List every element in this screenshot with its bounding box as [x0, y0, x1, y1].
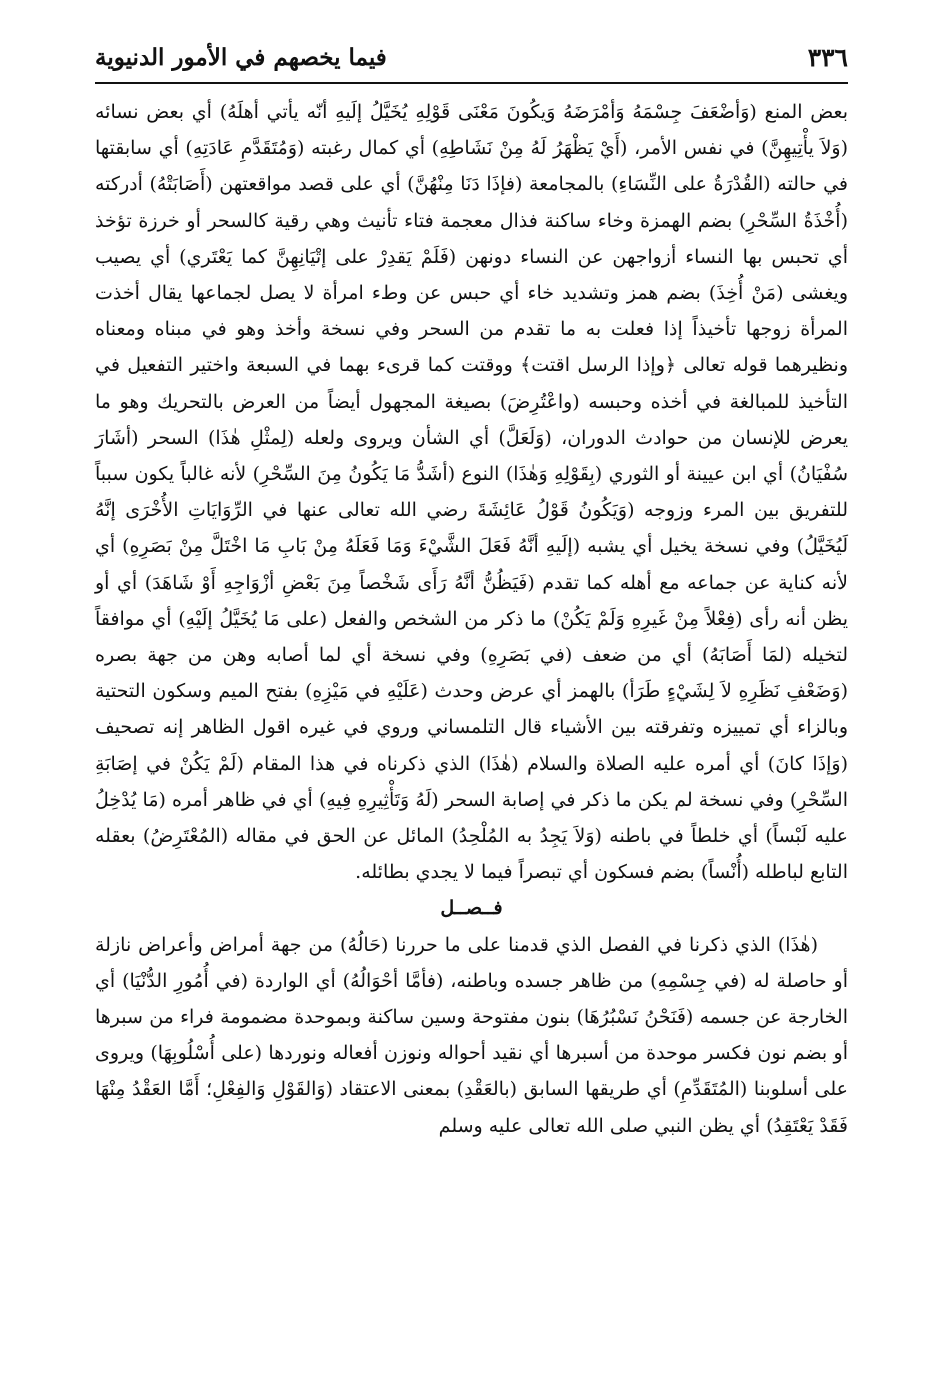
- running-title: فيما يخصهم في الأمور الدنيوية: [95, 43, 387, 71]
- section-heading: فــصــل: [440, 897, 503, 920]
- header-rule: [95, 82, 848, 84]
- paragraph-1: بعض المنع (وَأضْعَفَ جِسْمَهُ وَأمْرَضَهُ وَيكُونَ مَعْنَى قَوْلِهِ يُخَيَّلُ إلَيهِ أنّه يأتي أهلَهُ) أي بعض نسائه (وَلاَ يأْتِيهِنَّ) في نفس الأمر، (أَيْ يَظْهَرُ لَهُ مِنْ نَشَاطِهِ) أي كمال رغبته (وَمُتَقَدَّمِ عَادَتِهِ) أي سابقتها في حالته (القُدْرَةُ على النِّسَاءِ) بالمجامعة (فإذَا دَنَا مِنْهُنَّ) أي على قصد مواقعتهن (أَصَابَتْهُ) أدركته (أُخْذَةُ السِّحْرِ) بضم الهمزة وخاء ساكنة فذال معجمة فتاء تأنيث وهي رقية كالسحر أو خرزة تؤخذ أي تحبس بها النساء أزواجهن عن النساء دونهن (فَلَمْ يَقدِرْ على إتْيَانِهِنَّ كما يَعْتَري) أي يصيب ويغشى (مَنْ أُخِذَ) بضم همز وتشديد خاء أي حبس عن وطء امرأة لا يصل لجماعها يقال أخذت المرأة زوجها تأخيذاً إذا فعلت به ما تقدم من السحر وفي نسخة وأخذ وهو في مبناه ومعناه ونظيرهما قوله تعالى ﴿وإذا الرسل اقتت﴾ ووقتت كما قرىء بهما في السبعة واختير التفعيل في التأخيذ للمبالغة في أخذه وحبسه (واعْتُرِضَ) بصيغة المجهول أيضاً من العرض بالتحريك وهو ما يعرض للإنسان من حوادث الدوران، (وَلَعَلَّ) أي الشأن ويروى ولعله (لِمثْلِ هٰذَا) السحر (أشَارَ سُفْيَانُ) أي ابن عيينة أو الثوري (بِقَوْلِهِ وَهٰذَا) النوع (أشَدُّ مَا يَكُونُ مِنَ السِّحْرِ) لأنه غالباً يكون سبباً للتفريق بين المرء وزوجه (وَيَكُونُ قَوْلُ عَائِشَةَ رضي الله تعالى عنها في الرِّوَايَاتِ الأُخْرَى إنَّهُ لَيُخَيَّلُ) وفي نسخة يخيل أي يشبه (إلَيهِ أنَّهُ فَعَلَ الشَّيْءَ وَمَا فَعَلَهُ مِنْ بَابِ مَا اخْتَلَّ مِنْ بَصَرِهِ) أي لأنه كناية عن جماعه مع أهله كما تقدم (فَيَظُنُّ أنَّهُ رَأَى شَخْصاً مِنَ بَعْضِ أزْوَاجِهِ أَوْ شَاهَدَ) أي أو يظن أنه رأى (فِعْلاً مِنْ غَيرِهِ وَلَمْ يَكُنْ) ما ذكر من الشخص والفعل (على مَا يُخَيَّلُ إلَيْهِ) أي موافقاً لتخيله (لمَا أَصَابَهُ) أي من ضعف (في بَصَرِهِ) وفي نسخة أي لما أصابه وهن من جهة بصره (وَضَعْفِ نَظَرِهِ لاَ لِشَيْءٍ طَرَأ) بالهمز أي عرض وحدث (عَلَيْهِ في مَيْزِهِ) بفتح الميم وسكون التحتية وبالزاء أي تمييزه وتفرقته بين الأشياء قال التلمساني وروي في غيره اقول الظاهر إنه تصحيف (وَإذَا كانَ) أي أمره عليه الصلاة والسلام (هٰذَا) الذي ذكرناه في هذا المقام (لَمْ يَكُنْ في إصَابَةِ السِّحْرِ) وفي نسخة لم يكن ما ذكر في إصابة السحر (لَهُ وَتَأْثِيرِهِ فِيهِ) أي في ظاهر أمره (مَا يُدْخِلُ عليه لَبْساً) أي خلطاً في باطنه (وَلاَ يَجِدُ به المُلْحِدُ) المائل عن الحق في مقاله (المُعْتَرِضُ) بعقله التابع لباطله (أُنْساً) بضم فسكون أي تبصراً فيما لا يجدي بطائله.: [95, 101, 848, 884]
- page-header: [95, 34, 848, 80]
- page-number: ٣٣٦: [807, 42, 848, 72]
- main-text: [95, 94, 848, 1144]
- paragraph-2: (هٰذَا) الذي ذكرنا في الفصل الذي قدمنا على ما حررنا (حَالُهُ) من جهة أمراض وأعراض نازلة أو حاصلة له (في جِسْمِهِ) من ظاهر جسده وباطنه، (فأمَّا أحْوَالُهُ) أي الواردة (في أُمُورِ الدُّنْيَا) أي الخارجة عن جسمه (فَنَحْنُ نَسْبُرُهَا) بنون مفتوحة وسين ساكنة وبموحدة مضمومة فراء من سبرها أو بضم نون فكسر موحدة من أسبرها أي نقيد أحواله ونوزن أفعاله ونوردها (على أُسْلُوبِهَا) ويروى على أسلوبنا (المُتَقَدِّمِ) أي طريقها السابق (بالعَقْدِ) بمعنى الاعتقاد (وَالقَوْلِ وَالفِعْلِ؛ أَمَّا العَقْدُ مِنْهَا فَقَدْ يَعْتَقِدُ) أي يظن النبي صلى الله تعالى عليه وسلم: [95, 933, 848, 1137]
